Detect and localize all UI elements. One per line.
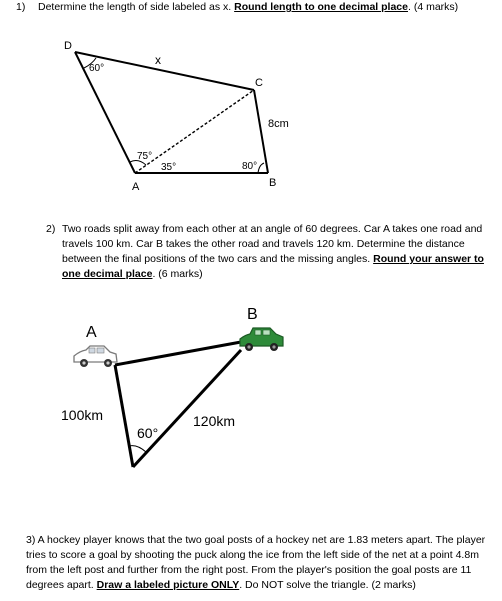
side-da	[75, 52, 135, 173]
road-a-line	[115, 365, 133, 467]
angle-a-label: 75°	[137, 151, 153, 162]
road-ab-line	[115, 342, 241, 365]
vertex-c-label: C	[255, 77, 263, 89]
angle-b-label: 80°	[242, 161, 258, 172]
question-1-number: 1)	[16, 1, 26, 13]
road-b-line	[133, 350, 241, 467]
side-120km-label: 120km	[193, 413, 236, 429]
question-1-text: Determine the length of side labeled as x.	[38, 1, 232, 13]
car-a-label: A	[86, 324, 97, 341]
roads-diagram	[115, 342, 241, 467]
angle-a2-label: 35°	[161, 162, 177, 173]
side-100km-label: 100km	[61, 407, 104, 423]
question-1-marks: . (4 marks)	[407, 1, 459, 13]
vertex-b-label: B	[269, 177, 277, 189]
question-2-number: 2)	[46, 223, 56, 235]
diagonal-ac	[135, 90, 254, 173]
car-b-label: B	[247, 306, 258, 323]
question-3-instruction: Draw a labeled picture ONLY	[96, 579, 240, 591]
side-cb-label: 8cm	[268, 118, 289, 130]
vertex-d-label: D	[64, 40, 72, 52]
question-2-marks: . (6 marks)	[152, 268, 203, 280]
vertex-a-label: A	[132, 181, 140, 193]
question-3	[26, 533, 496, 593]
question-3-marks: . Do NOT solve the triangle. (2 marks)	[239, 579, 416, 591]
angle-60-label: 60°	[137, 425, 159, 441]
question-1-instruction: Round length to one decimal place	[234, 1, 408, 13]
side-x-label: x	[155, 53, 161, 67]
angle-b-arc	[258, 163, 264, 173]
question-3-text: 3) A hockey player knows that the two goal posts of a hockey net are 1.83 meters apart. The player tries to score a goal by shooting the puck along the ice from the left side of the net at a point 4.8m from the left post and further from the right post. From the player's position the goal posts are 11 degrees apart.	[26, 534, 486, 591]
question-2-text: Two roads split away from each other at an angle of 60 degrees. Car A takes one road and travels 100 km. Car B takes the other road and travels 120 km. Determine the distance between the final positions of the two cars and the missing angles.	[62, 223, 483, 265]
angle-d-label: 60°	[89, 63, 105, 74]
question-2-instruction: Round your answer to one decimal place	[62, 253, 484, 280]
question-2	[46, 222, 496, 282]
car-a-icon	[74, 346, 117, 367]
car-b-icon	[240, 328, 283, 351]
